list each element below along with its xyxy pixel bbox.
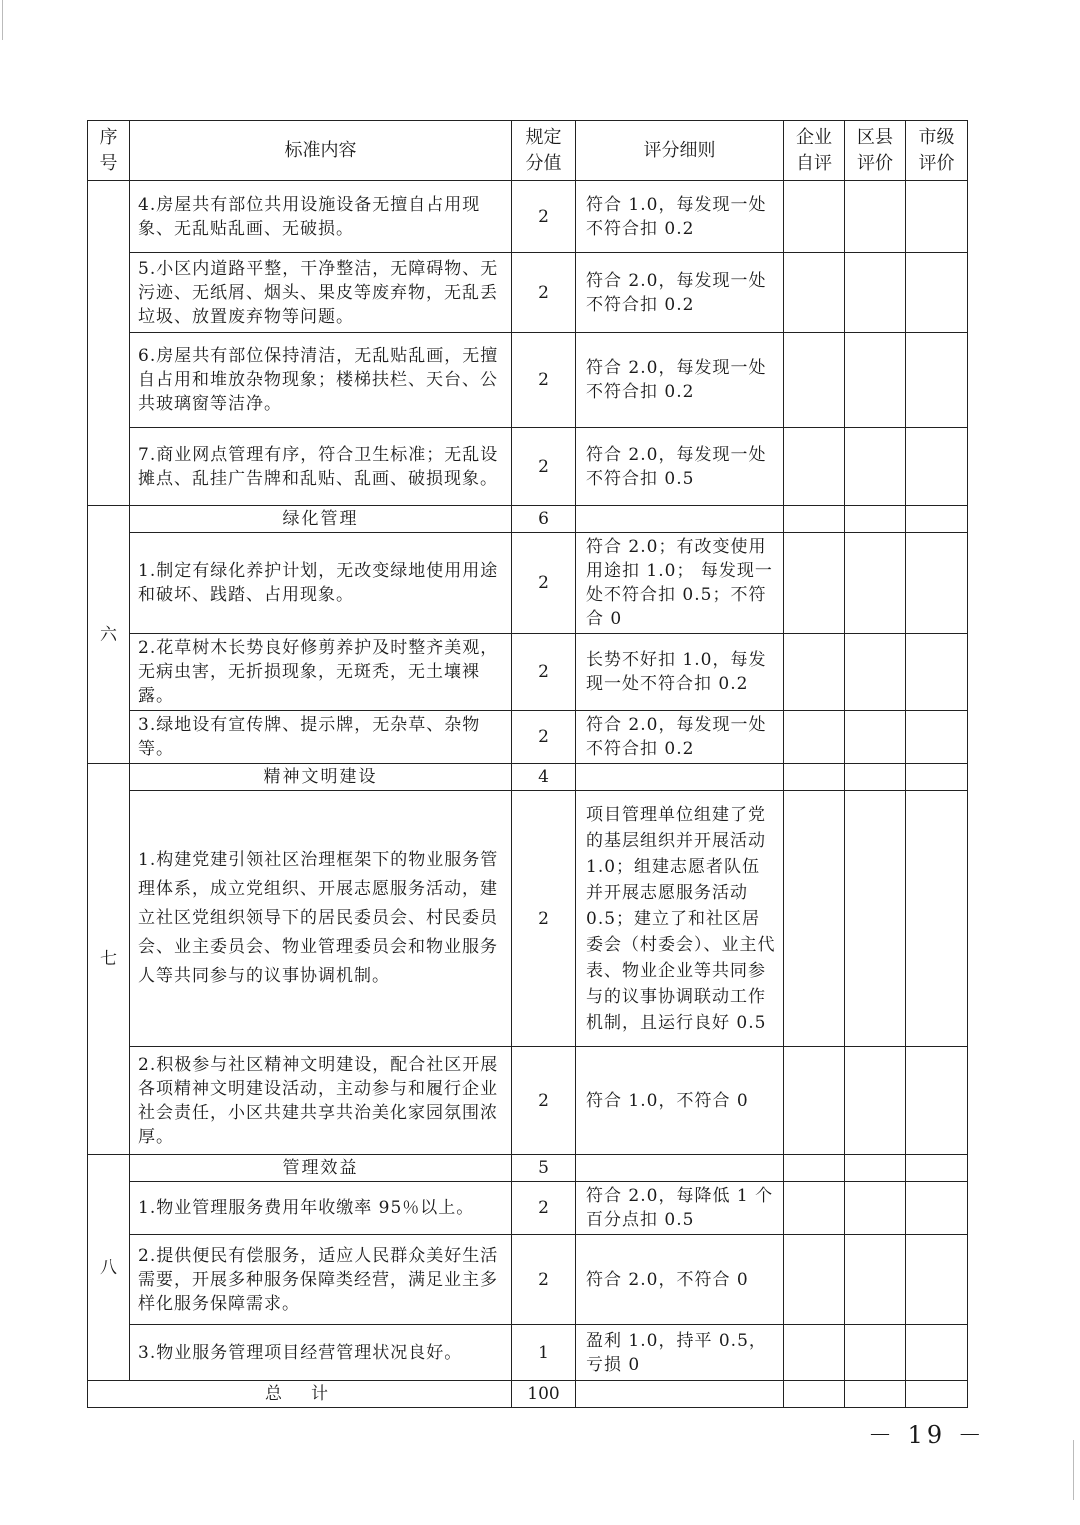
scoring-rule: 符合 2.0，每发现一处不符合扣 0.2: [576, 253, 784, 333]
scoring-rule: 符合 2.0，每发现一处不符合扣 0.2: [576, 711, 784, 764]
self-eval-cell[interactable]: [784, 1325, 845, 1381]
scan-edge-mark: [1073, 1440, 1074, 1500]
city-eval-cell[interactable]: [906, 711, 968, 764]
score-cell: 2: [512, 1235, 576, 1325]
standard-content: 5.小区内道路平整，干净整洁，无障碍物、无污迹、无纸屑、烟头、果皮等废弃物，无乱丢垃圾、放置废弃物等问题。: [130, 253, 512, 333]
city-eval-cell[interactable]: [906, 1235, 968, 1325]
table-header-row: [88, 121, 968, 181]
score-cell: 2: [512, 1182, 576, 1235]
standard-content: 3.绿地设有宣传牌、提示牌，无杂草、杂物等。: [130, 711, 512, 764]
score-cell: 2: [512, 533, 576, 634]
header-district-eval: 区县评价: [845, 121, 906, 181]
city-eval-cell[interactable]: [906, 1325, 968, 1381]
score-cell: 2: [512, 791, 576, 1047]
section-title: 精神文明建设: [130, 764, 512, 791]
standard-content: 2.提供便民有偿服务，适应人民群众美好生活需要，开展多种服务保障类经营，满足业主多样化服务保障需求。: [130, 1235, 512, 1325]
table-row: [88, 791, 968, 1047]
evaluation-table: [87, 120, 968, 1408]
table-row: [88, 1235, 968, 1325]
standard-content: 1.构建党建引领社区治理框架下的物业服务管理体系，成立党组织、开展志愿服务活动，建立社区党组织领导下的居民委员会、村民委员会、业主委员会、物业管理委员会和物业服务人等共同参与的议事协调机制。: [130, 791, 512, 1047]
standard-content: 6.房屋共有部位保持清洁，无乱贴乱画，无擅自占用和堆放杂物现象；楼梯扶栏、天台、公共玻璃窗等洁净。: [130, 333, 512, 428]
self-eval-cell[interactable]: [784, 1047, 845, 1155]
self-eval-cell[interactable]: [784, 1182, 845, 1235]
district-eval-cell[interactable]: [845, 1047, 906, 1155]
city-eval-cell[interactable]: [906, 333, 968, 428]
scoring-rule: 符合 2.0，每发现一处不符合扣 0.2: [576, 333, 784, 428]
section-number: 七: [88, 764, 130, 1155]
page-number: － 19 －: [868, 1421, 986, 1449]
header-rules: 评分细则: [576, 121, 784, 181]
standard-content: 4.房屋共有部位共用设施设备无擅自占用现象、无乱贴乱画、无破损。: [130, 181, 512, 253]
table-row: [88, 533, 968, 634]
section-score: 6: [512, 506, 576, 533]
self-eval-cell[interactable]: [784, 428, 845, 506]
header-city-eval: 市级评价: [906, 121, 968, 181]
score-cell: 2: [512, 333, 576, 428]
section-header-row: [88, 506, 968, 533]
total-label: 总 计: [88, 1381, 512, 1408]
city-eval-cell[interactable]: [906, 764, 968, 791]
standard-content: 1.制定有绿化养护计划，无改变绿地使用用途和破坏、践踏、占用现象。: [130, 533, 512, 634]
score-cell: 2: [512, 253, 576, 333]
table-row: [88, 253, 968, 333]
self-eval-cell[interactable]: [784, 1155, 845, 1182]
district-eval-cell[interactable]: [845, 253, 906, 333]
section-score: 5: [512, 1155, 576, 1182]
self-eval-cell[interactable]: [784, 333, 845, 428]
scoring-rule: 符合 2.0；有改变使用用途扣 1.0； 每发现一处不符合扣 0.5；不符合 0: [576, 533, 784, 634]
section-title: 绿化管理: [130, 506, 512, 533]
scoring-rule: 长势不好扣 1.0，每发现一处不符合扣 0.2: [576, 634, 784, 711]
score-cell: 1: [512, 1325, 576, 1381]
section-score: 4: [512, 764, 576, 791]
table-row: [88, 1325, 968, 1381]
self-eval-cell[interactable]: [784, 764, 845, 791]
header-content: 标准内容: [130, 121, 512, 181]
self-eval-cell[interactable]: [784, 253, 845, 333]
score-cell: 2: [512, 181, 576, 253]
section-header-row: [88, 764, 968, 791]
district-eval-cell[interactable]: [845, 791, 906, 1047]
city-eval-cell[interactable]: [906, 1182, 968, 1235]
standard-content: 7.商业网点管理有序，符合卫生标准；无乱设摊点、乱挂广告牌和乱贴、乱画、破损现象。: [130, 428, 512, 506]
table-row: [88, 711, 968, 764]
section-number: 八: [88, 1155, 130, 1381]
district-eval-cell[interactable]: [845, 1381, 906, 1408]
section-header-row: [88, 1155, 968, 1182]
city-eval-cell[interactable]: [906, 634, 968, 711]
scoring-rule: 符合 1.0，不符合 0: [576, 1047, 784, 1155]
scoring-rule: 符合 2.0，每降低 1 个百分点扣 0.5: [576, 1182, 784, 1235]
city-eval-cell[interactable]: [906, 1047, 968, 1155]
district-eval-cell[interactable]: [845, 764, 906, 791]
scoring-rule: 项目管理单位组建了党的基层组织并开展活动 1.0；组建志愿者队伍并开展志愿服务活动 0.5；建立了和社区居委会（村委会）、业主代表、物业企业等共同参与的议事协调联动工作机制，且运行良好 0.5: [576, 791, 784, 1047]
score-cell: 2: [512, 634, 576, 711]
table-row: [88, 1182, 968, 1235]
standard-content: 3.物业服务管理项目经营管理状况良好。: [130, 1325, 512, 1381]
district-eval-cell[interactable]: [845, 1182, 906, 1235]
district-eval-cell[interactable]: [845, 1325, 906, 1381]
city-eval-cell[interactable]: [906, 533, 968, 634]
header-self-eval: 企业自评: [784, 121, 845, 181]
section-title: 管理效益: [130, 1155, 512, 1182]
self-eval-cell[interactable]: [784, 506, 845, 533]
district-eval-cell[interactable]: [845, 533, 906, 634]
standard-content: 1.物业管理服务费用年收缴率 95％以上。: [130, 1182, 512, 1235]
table-row: [88, 181, 968, 253]
scoring-rule: 符合 1.0，每发现一处不符合扣 0.2: [576, 181, 784, 253]
city-eval-cell[interactable]: [906, 428, 968, 506]
district-eval-cell[interactable]: [845, 181, 906, 253]
city-eval-cell[interactable]: [906, 253, 968, 333]
self-eval-cell[interactable]: [784, 1235, 845, 1325]
self-eval-cell[interactable]: [784, 711, 845, 764]
scoring-rule: 符合 2.0，每发现一处不符合扣 0.5: [576, 428, 784, 506]
total-score: 100: [512, 1381, 576, 1408]
score-cell: 2: [512, 1047, 576, 1155]
scan-edge-mark: [2, 0, 3, 40]
table-row: [88, 634, 968, 711]
self-eval-cell[interactable]: [784, 1381, 845, 1408]
district-eval-cell[interactable]: [845, 1235, 906, 1325]
district-eval-cell[interactable]: [845, 506, 906, 533]
self-eval-cell[interactable]: [784, 181, 845, 253]
score-cell: 2: [512, 428, 576, 506]
header-score: 规定分值: [512, 121, 576, 181]
city-eval-cell[interactable]: [906, 1155, 968, 1182]
self-eval-cell[interactable]: [784, 634, 845, 711]
city-eval-cell[interactable]: [906, 506, 968, 533]
header-seq: 序号: [88, 121, 130, 181]
scoring-rule: 符合 2.0，不符合 0: [576, 1235, 784, 1325]
standard-content: 2.花草树木长势良好修剪养护及时整齐美观，无病虫害，无折损现象，无斑秃，无土壤裸露。: [130, 634, 512, 711]
city-eval-cell[interactable]: [906, 1381, 968, 1408]
table-row: [88, 333, 968, 428]
district-eval-cell[interactable]: [845, 333, 906, 428]
district-eval-cell[interactable]: [845, 428, 906, 506]
city-eval-cell[interactable]: [906, 181, 968, 253]
district-eval-cell[interactable]: [845, 1155, 906, 1182]
scoring-rule: 盈利 1.0，持平 0.5，亏损 0: [576, 1325, 784, 1381]
district-eval-cell[interactable]: [845, 711, 906, 764]
standard-content: 2.积极参与社区精神文明建设，配合社区开展各项精神文明建设活动，主动参与和履行企业社会责任，小区共建共享共治美化家园氛围浓厚。: [130, 1047, 512, 1155]
city-eval-cell[interactable]: [906, 791, 968, 1047]
score-cell: 2: [512, 711, 576, 764]
district-eval-cell[interactable]: [845, 634, 906, 711]
self-eval-cell[interactable]: [784, 791, 845, 1047]
table-row: [88, 428, 968, 506]
self-eval-cell[interactable]: [784, 533, 845, 634]
seq-cell-continued: [88, 181, 130, 506]
table-row: [88, 1047, 968, 1155]
total-row: [88, 1381, 968, 1408]
section-number: 六: [88, 506, 130, 764]
